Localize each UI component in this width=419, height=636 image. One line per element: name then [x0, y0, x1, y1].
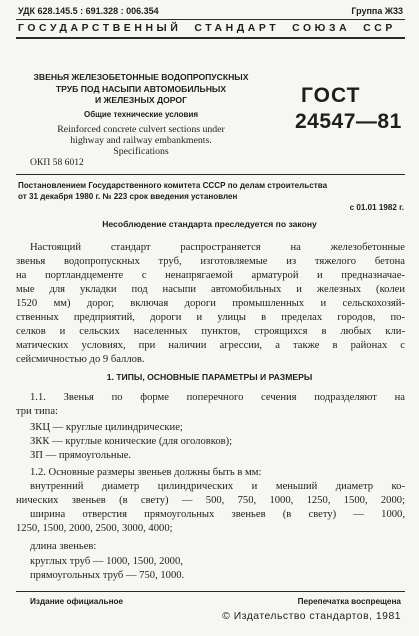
intro-line: на портландцементе с ненапрягаемой арматурой и предназначае- — [16, 270, 405, 281]
intro-line: ственных предприятий, дороги и улицы в пределах городов, по- — [16, 312, 405, 323]
length-rect: прямоугольных труб — 750, 1000. — [30, 570, 185, 581]
type-item-zkc: ЗКЦ — круглые цилиндрические; — [30, 422, 183, 433]
english-title-line: highway and railway embankments. — [70, 135, 212, 146]
okp-code: ОКП 58 6012 — [30, 157, 84, 168]
udk-code: УДК 628.145.5 : 691.328 : 006.354 — [18, 6, 159, 16]
para-1-1-line: три типа: — [16, 406, 58, 417]
group-code: Группа Ж33 — [351, 6, 403, 16]
para-1-2-line: внутренний диаметр цилиндрических и меньший диаметр ко- — [30, 481, 405, 492]
length-title: длина звеньев: — [30, 541, 97, 552]
decree-line-2: от 31 декабря 1980 г. № 223 срок введения установлен — [18, 192, 238, 201]
para-1-2-line: 1250, 1500, 2000, 2500, 3000, 4000; — [16, 523, 173, 534]
intro-line: 1520 мм) дорог, включая дороги промышленных и сельскохозяй- — [16, 298, 405, 309]
standard-banner: ГОСУДАРСТВЕННЫЙ СТАНДАРТ СОЮЗА ССР — [18, 23, 396, 34]
intro-line: Настоящий стандарт распространяется на железобетонные — [30, 242, 405, 253]
footer-rule — [16, 591, 405, 592]
russian-title — [26, 72, 256, 107]
law-notice: Несоблюдение стандарта преследуется по закону — [102, 219, 317, 229]
copyright: © Издательство стандартов, 1981 — [222, 611, 401, 622]
english-title — [26, 124, 256, 157]
intro-line: матических условиях, при наличии агрессии, а также в районах с — [16, 340, 405, 351]
para-1-2-line: нических звеньев (в свету) — 500, 750, 1000, 1250, 1500, 2000; — [16, 495, 405, 506]
gost-number: 24547—81 — [295, 110, 402, 133]
english-title-line: Specifications — [113, 146, 169, 157]
title-line: ЗВЕНЬЯ ЖЕЛЕЗОБЕТОННЫЕ ВОДОПРОПУСКНЫХ — [33, 72, 249, 82]
para-1-2-line: ширина отверстия прямоугольных звеньев (в свету) — 1000, — [30, 509, 405, 520]
conditions-subtitle: Общие технические условия — [83, 110, 199, 119]
length-round: круглых труб — 1000, 1500, 2000, — [30, 556, 183, 567]
banner-rule — [16, 37, 405, 39]
para-1-1-line: 1.1. Звенья по форме поперечного сечения подразделяют на — [30, 392, 405, 403]
effective-date: с 01.01 1982 г. — [349, 203, 404, 212]
intro-line: мые для укладки под насыпи автомобильных и железных (колеи — [16, 284, 405, 295]
official-edition: Издание официальное — [30, 597, 124, 606]
intro-line: звенья водопропускных труб, изготовляемые из тяжелого бетона — [16, 256, 405, 267]
section-heading: 1. ТИПЫ, ОСНОВНЫЕ ПАРАМЕТРЫ И РАЗМЕРЫ — [106, 372, 313, 382]
title-rule — [16, 174, 405, 175]
english-title-line: Reinforced concrete culvert sections under — [57, 124, 225, 135]
title-line: И ЖЕЛЕЗНЫХ ДОРОГ — [95, 95, 187, 105]
reprint-notice: Перепечатка воспрещена — [297, 597, 401, 606]
title-line: ТРУБ ПОД НАСЫПИ АВТОМОБИЛЬНЫХ — [55, 83, 227, 94]
type-item-zkk: ЗКК — круглые конические (для оголовков); — [30, 436, 233, 447]
decree-line-1: Постановлением Государственного комитета СССР по делам строительства — [18, 181, 328, 190]
gost-label: ГОСТ — [301, 84, 361, 107]
intro-line: сейсмичностью до 9 баллов. — [16, 354, 145, 365]
para-1-2-line: 1.2. Основные размеры звеньев должны быть в мм: — [30, 467, 262, 478]
top-rule — [16, 19, 405, 20]
intro-line: селков и сельских населенных пунктов, строящихся в любых кли- — [16, 326, 405, 337]
type-item-zp: ЗП — прямоугольные. — [30, 450, 132, 461]
